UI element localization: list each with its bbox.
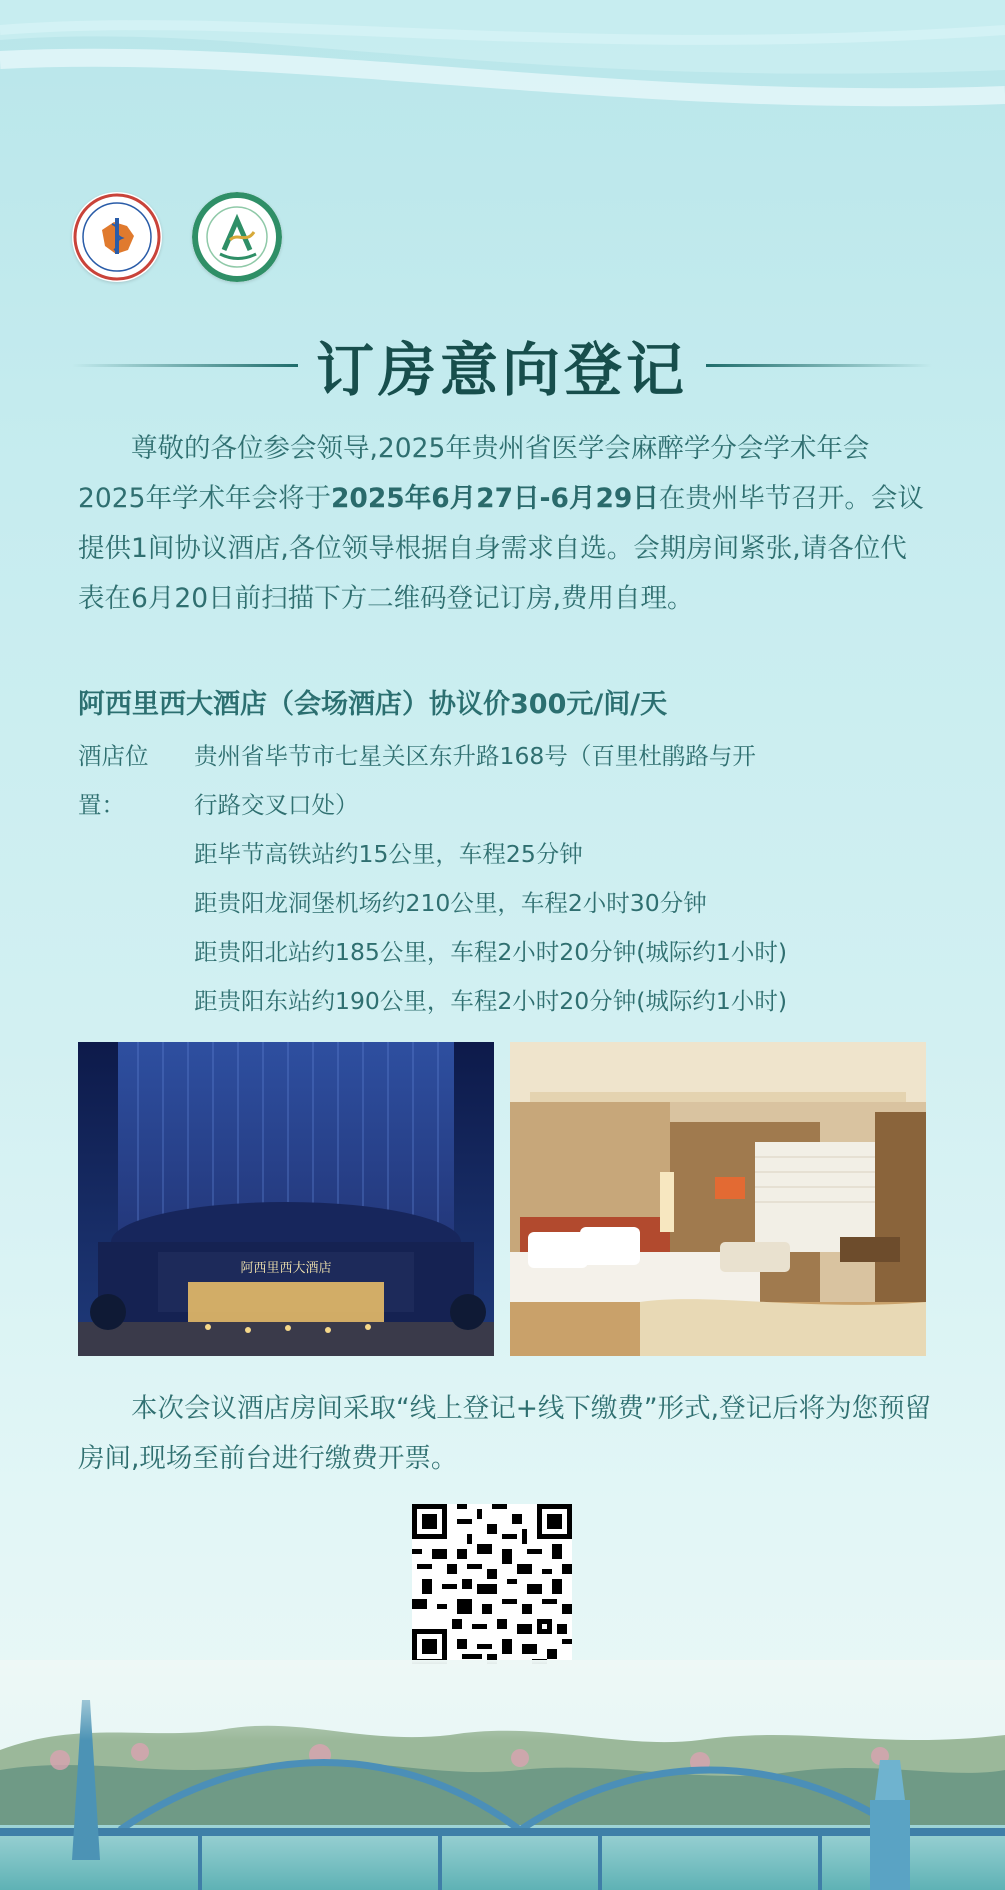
page-title: 订房意向登记	[316, 336, 689, 404]
top-wave-decoration	[0, 0, 1005, 160]
hotel-sign: 阿西里西大酒店	[240, 1261, 332, 1276]
location-label: 酒店位置：	[78, 742, 149, 819]
anesthesiology-branch-logo	[192, 192, 282, 282]
distance-high-speed-rail: 距毕节高铁站约15公里，车程25分钟	[194, 840, 583, 868]
distance-airport: 距贵阳龙洞堡机场约210公里，车程2小时30分钟	[194, 889, 707, 917]
guizhou-medical-association-logo	[72, 192, 162, 282]
registration-note: 本次会议酒店房间采取“线上登记+线下缴费”形式,登记后将为您预留房间,现场至前台进行缴费开票。	[78, 1393, 932, 1474]
distance-guiyang-east: 距贵阳东站约190公里，车程2小时20分钟(城际约1小时)	[194, 987, 787, 1015]
distance-guiyang-north: 距贵阳北站约185公里，车程2小时20分钟(城际约1小时)	[194, 938, 787, 966]
scenery-illustration	[0, 1660, 1005, 1890]
intro-text-part1: 尊敬的各位参会领导,2025年贵州省医学会麻醉学分会学术年会2025年学术年会将于	[78, 433, 870, 514]
logo-group	[72, 192, 282, 282]
hotel-name: 阿西里西大酒店（会场酒店）协议价300元/间/天	[78, 689, 668, 720]
hotel-exterior-photo	[78, 1042, 494, 1356]
address-line-1: 贵州省毕节市七星关区东升路168号（百里杜鹃路与开	[194, 742, 756, 770]
address-line-2: 行路交叉口处）	[194, 791, 359, 819]
title-banner	[72, 330, 932, 404]
conference-dates: 2025年6月27日-6月29日	[330, 483, 659, 514]
hotel-room-photo	[510, 1042, 926, 1356]
registration-qr-code[interactable]	[412, 1504, 572, 1664]
intro-paragraph	[78, 424, 928, 624]
hotel-location-block	[78, 732, 938, 1026]
title-divider-right	[706, 364, 932, 367]
hotel-photos	[78, 1042, 928, 1356]
intro-text-part2: 在贵州毕节召开。会议提供1间协议酒店,各位领导根据自身需求自选。会期房间紧张,请各位代表在6月20日前扫描下方二维码登记订房,费用自理。	[78, 483, 924, 614]
title-divider-left	[72, 364, 298, 367]
